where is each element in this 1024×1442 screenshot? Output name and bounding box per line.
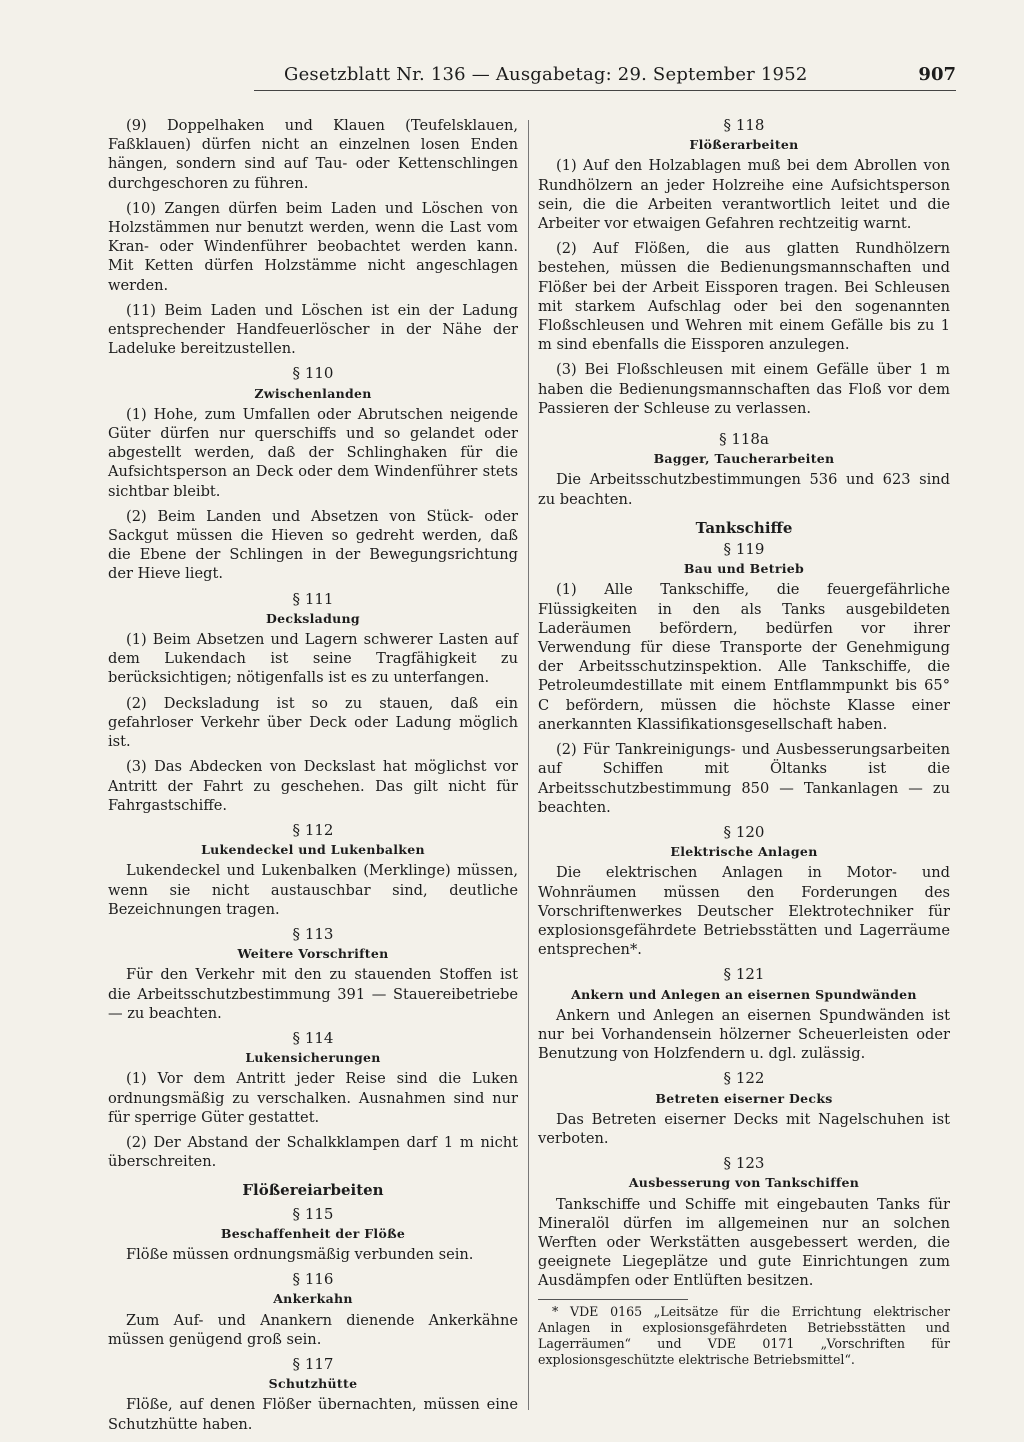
section-number: § 120 (723, 822, 765, 841)
paragraph: (2) Beim Landen und Absetzen von Stück- oder Sackgut müssen die Hieven so gedreht werden, daß die Ebene der Schlingen in der Bewegungsrichtung der Hieve liegt. (108, 507, 518, 583)
section-number: § 113 (292, 924, 334, 943)
section-heading: Betreten eiserner Decks (655, 1090, 833, 1106)
section-heading: Bau und Betrieb (683, 561, 805, 577)
section-heading: Decksladung (266, 610, 360, 626)
section-heading: Elektrische Anlagen (670, 844, 818, 860)
chapter-heading: Flößereiarbeiten (242, 1181, 384, 1200)
section-number: § 118a (719, 430, 769, 449)
section-number: § 118 (723, 116, 765, 134)
column-divider (528, 120, 529, 1410)
section-number: § 116 (292, 1270, 334, 1289)
section-heading: Lukendeckel und Lukenbalken (201, 842, 425, 858)
paragraph: (2) Decksladung ist so zu stauen, daß ein gefahrloser Verkehr über Deck oder Ladung möglich ist. (108, 694, 518, 751)
paragraph: Lukendeckel und Lukenbalken (Merklinge) müssen, wenn sie nicht austauschbar sind, deutliche Bezeichnungen tragen. (108, 862, 518, 918)
paragraph: (11) Beim Laden und Löschen ist ein der Ladung entsprechender Handfeuerlöscher in der Nähe der Ladeluke bereitzustellen. (108, 301, 518, 358)
section-heading: Flößerarbeiten (689, 137, 799, 153)
paragraph: (1) Alle Tankschiffe, die feuergefährliche Flüssigkeiten in den als Tanks ausgebildeten Laderäumen befördern, bedürfen vor ihrer Verwendung für diese Transporte der Genehmigung der Arbeitsschutzinspektion. Alle Tankschiffe, die Petroleumdestillate mit einem Entflammpunkt bis 65° C befördern, müssen die höchste Klasse einer anerkannten Klassifikationsgesellschaft haben. (538, 581, 950, 733)
paragraph: (2) Für Tankreinigungs- und Ausbesserungsarbeiten auf Schiffen mit Öltanks ist die Arbeitsschutzbestimmung 850 — Tankanlagen — zu beachten. (538, 741, 950, 816)
paragraph: Tankschiffe und Schiffe mit eingebauten Tanks für Mineralöl dürfen im allgemeinen nur an solchen Werften oder Werkstätten ausgebessert werden, die geeignete Liegeplätze und gute Einrichtungen zum Ausdämpfen oder Entlüften besitzen. (538, 1195, 950, 1290)
paragraph: (10) Zangen dürfen beim Laden und Löschen von Holzstämmen nur benutzt werden, wenn die Last vom Kran- oder Windenführer beobachtet werden kann. Mit Ketten dürfen Holzstämme nicht angeschlagen werden. (108, 199, 518, 294)
chapter-heading: Tankschiffe (695, 518, 793, 537)
section-number: § 121 (723, 965, 765, 984)
paragraph: (2) Der Abstand der Schalkklampen darf 1 m nicht überschreiten. (108, 1133, 518, 1171)
section-number: § 117 (292, 1354, 334, 1373)
section-number: § 114 (292, 1028, 334, 1047)
paragraph: Die elektrischen Anlagen in Motor- und Wohnräumen müssen den Forderungen des Vorschriftenwerkes Deutscher Elektrotechniker für explosionsgefährdete Betriebsstätten und Lagerräume entsprechen*. (538, 864, 950, 959)
paragraph: (3) Bei Floßschleusen mit einem Gefälle über 1 m haben die Bedienungsmannschaften das Floß vor dem Passieren der Schleuse zu verlassen. (538, 361, 950, 417)
paragraph: Das Betreten eiserner Decks mit Nagelschuhen ist verboten. (538, 1110, 950, 1147)
section-heading: Ankern und Anlegen an eisernen Spundwänden (571, 986, 917, 1002)
section-heading: Ankerkahn (273, 1291, 353, 1307)
left-column (108, 116, 518, 1440)
right-column (538, 116, 950, 1368)
paragraph: (1) Hohe, zum Umfallen oder Abrutschen neigende Güter dürfen nur querschiffs und so gelandet oder abgestellt werden, daß der Schlinghaken für die Aufsichtsperson an Deck oder dem Windenführer stets sichtbar bleibt. (108, 405, 518, 500)
paragraph: (2) Auf Flößen, die aus glatten Rundhölzern bestehen, müssen die Bedienungsmannschaften und Flößer bei der Arbeit Eissporen tragen. Bei Schleusen mit starkem Aufschlag oder bei den sogenannten Floßschleusen und Wehren mit einem Gefälle bis zu 1 m sind ebenfalls die Eissporen anzulegen. (538, 240, 950, 354)
paragraph: Für den Verkehr mit den zu stauenden Stoffen ist die Arbeitsschutzbestimmung 391 — Stauereibetriebe — zu beachten. (108, 966, 518, 1022)
section-heading: Lukensicherungen (245, 1050, 381, 1066)
paragraph: Ankern und Anlegen an eisernen Spundwänden ist nur bei Vorhandensein hölzerner Scheuerleisten oder Benutzung von Holzfendern u. dgl. zulässig. (538, 1006, 950, 1063)
section-number: § 115 (292, 1204, 334, 1223)
section-heading: Ausbesserung von Tankschiffen (628, 1175, 860, 1191)
section-number: § 119 (723, 540, 765, 559)
paragraph: Flöße, auf denen Flößer übernachten, müssen eine Schutzhütte haben. (108, 1396, 518, 1433)
header-rule (254, 90, 956, 91)
paragraph: (1) Beim Absetzen und Lagern schwerer Lasten auf dem Lukendach ist seine Tragfähigkeit zu berücksichtigen; nötigenfalls ist es zu unterfangen. (108, 631, 518, 687)
section-heading: Bagger, Taucherarbeiten (653, 451, 835, 467)
footnote: * VDE 0165 „Leitsätze für die Errichtung elektrischer Anlagen in explosionsgefährdeten Betriebsstätten und Lagerräumen“ und VDE 0171 „Vorschriften für explosionsgeschützte elektrische Betriebsmittel“. (538, 1303, 950, 1367)
header-title: Gesetzblatt Nr. 136 — Ausgabetag: 29. September 1952 (284, 64, 808, 85)
section-heading: Beschaffenheit der Flöße (220, 1225, 406, 1241)
paragraph: (3) Das Abdecken von Deckslast hat möglichst vor Antritt der Fahrt zu geschehen. Das gilt nicht für Fahrgastschiffe. (108, 758, 518, 814)
paragraph: Die Arbeitsschutzbestimmungen 536 und 623 sind zu beachten. (538, 471, 950, 508)
section-number: § 122 (723, 1069, 765, 1088)
paragraph: (1) Auf den Holzablagen muß bei dem Abrollen von Rundhölzern an jeder Holzreihe eine Aufsichtsperson sein, die die Arbeiten verantwortlich leitet und die Arbeiter vor etwaigen Gefahren rechtzeitig warnt. (538, 157, 950, 233)
section-number: § 110 (292, 364, 334, 383)
section-number: § 112 (292, 820, 334, 839)
paragraph: (1) Vor dem Antritt jeder Reise sind die Luken ordnungsmäßig zu verschalken. Ausnahmen sind nur für sperrige Güter gestattet. (108, 1070, 518, 1126)
paragraph: (9) Doppelhaken und Klauen (Teufelsklauen, Faßklauen) dürfen nicht an einzelnen losen Enden hängen, sondern sind auf Tau- oder Kettenschlingen durchgeschoren zu führen. (108, 117, 518, 192)
paragraph: Flöße müssen ordnungsmäßig verbunden sein. (126, 1245, 474, 1263)
section-heading: Weitere Vorschriften (237, 946, 389, 962)
section-number: § 123 (723, 1154, 765, 1173)
page-number: 907 (918, 64, 956, 85)
paragraph: Zum Auf- und Anankern dienende Ankerkähne müssen genügend groß sein. (108, 1311, 518, 1348)
section-number: § 111 (292, 589, 334, 608)
section-heading: Schutzhütte (268, 1376, 358, 1392)
page-header (104, 64, 956, 90)
section-heading: Zwischenlanden (254, 385, 372, 401)
footnote-rule (538, 1299, 688, 1300)
